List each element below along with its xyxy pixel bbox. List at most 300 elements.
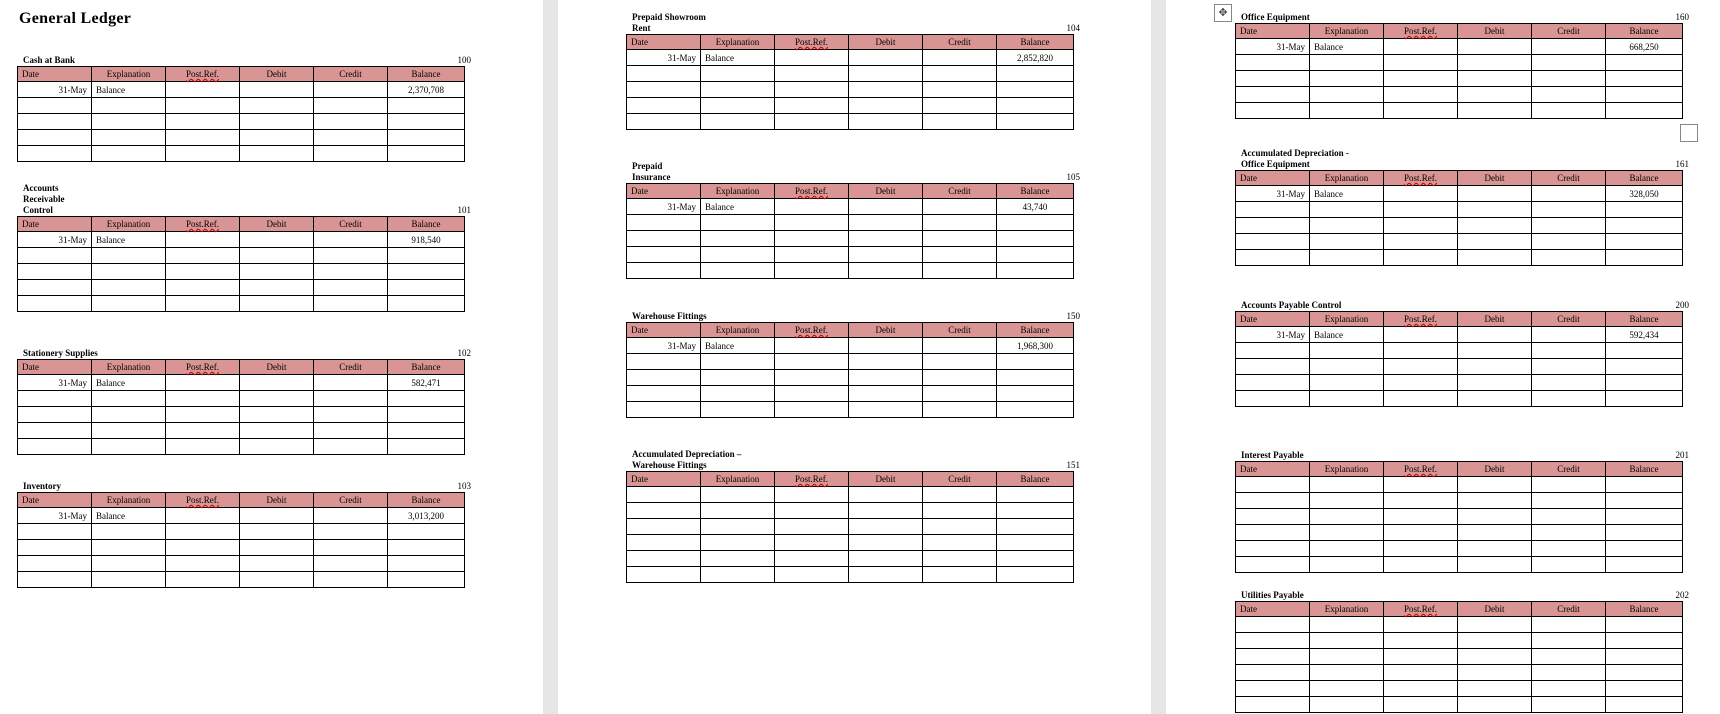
cell-credit[interactable] [1532, 525, 1606, 541]
cell-expl[interactable] [1310, 250, 1384, 266]
cell-date[interactable] [1236, 633, 1310, 649]
cell-bal[interactable] [388, 391, 465, 407]
cell-date[interactable]: 31-May [627, 199, 701, 215]
cell-ref[interactable] [1384, 477, 1458, 493]
cell-credit[interactable] [314, 540, 388, 556]
cell-bal[interactable] [1606, 557, 1683, 573]
cell-bal[interactable] [997, 98, 1074, 114]
cell-ref[interactable] [1384, 327, 1458, 343]
cell-bal[interactable] [388, 98, 465, 114]
cell-date[interactable] [18, 540, 92, 556]
cell-debit[interactable] [849, 354, 923, 370]
cell-expl[interactable] [92, 114, 166, 130]
cell-expl[interactable]: Balance [1310, 186, 1384, 202]
cell-debit[interactable] [240, 264, 314, 280]
cell-credit[interactable] [923, 338, 997, 354]
cell-ref[interactable] [1384, 218, 1458, 234]
cell-debit[interactable] [849, 386, 923, 402]
cell-debit[interactable] [1458, 541, 1532, 557]
cell-debit[interactable] [240, 540, 314, 556]
cell-debit[interactable] [849, 370, 923, 386]
cell-date[interactable] [627, 535, 701, 551]
cell-bal[interactable] [1606, 343, 1683, 359]
cell-credit[interactable] [314, 375, 388, 391]
cell-date[interactable] [1236, 87, 1310, 103]
cell-bal[interactable] [388, 264, 465, 280]
cell-expl[interactable] [1310, 557, 1384, 573]
cell-bal[interactable] [1606, 87, 1683, 103]
cell-date[interactable]: 31-May [1236, 39, 1310, 55]
cell-bal[interactable] [1606, 617, 1683, 633]
cell-bal[interactable] [997, 487, 1074, 503]
cell-ref[interactable] [166, 296, 240, 312]
cell-expl[interactable] [92, 572, 166, 588]
cell-debit[interactable] [1458, 39, 1532, 55]
cell-ref[interactable] [1384, 493, 1458, 509]
cell-credit[interactable] [923, 386, 997, 402]
cell-credit[interactable] [314, 407, 388, 423]
cell-expl[interactable] [1310, 202, 1384, 218]
cell-date[interactable] [18, 423, 92, 439]
cell-debit[interactable] [240, 423, 314, 439]
cell-credit[interactable] [923, 402, 997, 418]
cell-expl[interactable] [1310, 477, 1384, 493]
cell-debit[interactable] [240, 407, 314, 423]
cell-debit[interactable] [849, 519, 923, 535]
cell-bal[interactable] [1606, 218, 1683, 234]
cell-credit[interactable] [923, 82, 997, 98]
cell-date[interactable] [627, 263, 701, 279]
cell-expl[interactable] [1310, 218, 1384, 234]
cell-credit[interactable] [923, 199, 997, 215]
cell-expl[interactable] [1310, 391, 1384, 407]
cell-ref[interactable] [775, 215, 849, 231]
cell-expl[interactable] [1310, 103, 1384, 119]
cell-bal[interactable] [1606, 55, 1683, 71]
cell-expl[interactable]: Balance [92, 82, 166, 98]
cell-bal[interactable] [997, 567, 1074, 583]
cell-date[interactable] [18, 264, 92, 280]
cell-bal[interactable] [1606, 509, 1683, 525]
cell-expl[interactable] [701, 231, 775, 247]
cell-ref[interactable] [166, 540, 240, 556]
cell-ref[interactable] [1384, 541, 1458, 557]
cell-debit[interactable] [1458, 186, 1532, 202]
cell-bal[interactable] [997, 519, 1074, 535]
cell-date[interactable] [627, 215, 701, 231]
cell-debit[interactable] [849, 98, 923, 114]
cell-ref[interactable] [1384, 103, 1458, 119]
cell-date[interactable]: 31-May [18, 232, 92, 248]
cell-debit[interactable] [1458, 103, 1532, 119]
cell-expl[interactable] [701, 386, 775, 402]
cell-expl[interactable] [701, 503, 775, 519]
cell-expl[interactable] [92, 407, 166, 423]
cell-bal[interactable] [1606, 633, 1683, 649]
cell-expl[interactable]: Balance [1310, 327, 1384, 343]
cell-credit[interactable] [923, 487, 997, 503]
cell-expl[interactable] [1310, 509, 1384, 525]
cell-credit[interactable] [314, 264, 388, 280]
cell-credit[interactable] [1532, 617, 1606, 633]
cell-bal[interactable] [1606, 649, 1683, 665]
cell-ref[interactable] [166, 524, 240, 540]
cell-debit[interactable] [1458, 359, 1532, 375]
cell-bal[interactable] [388, 439, 465, 455]
cell-expl[interactable] [92, 423, 166, 439]
cell-bal[interactable] [1606, 665, 1683, 681]
cell-date[interactable] [627, 98, 701, 114]
cell-credit[interactable] [1532, 327, 1606, 343]
cell-credit[interactable] [923, 519, 997, 535]
cell-bal[interactable] [388, 524, 465, 540]
cell-date[interactable] [1236, 541, 1310, 557]
cell-debit[interactable] [849, 503, 923, 519]
cell-debit[interactable] [849, 114, 923, 130]
cell-ref[interactable] [1384, 649, 1458, 665]
cell-expl[interactable] [92, 280, 166, 296]
cell-credit[interactable] [1532, 71, 1606, 87]
cell-debit[interactable] [240, 296, 314, 312]
cell-debit[interactable] [1458, 477, 1532, 493]
cell-date[interactable] [627, 66, 701, 82]
cell-ref[interactable] [1384, 617, 1458, 633]
cell-date[interactable] [627, 231, 701, 247]
cell-credit[interactable] [923, 567, 997, 583]
cell-credit[interactable] [923, 503, 997, 519]
cell-date[interactable]: 31-May [627, 338, 701, 354]
cell-ref[interactable] [1384, 55, 1458, 71]
cell-bal[interactable] [1606, 697, 1683, 713]
cell-credit[interactable] [923, 66, 997, 82]
cell-credit[interactable] [1532, 250, 1606, 266]
cell-expl[interactable] [92, 439, 166, 455]
cell-ref[interactable] [166, 264, 240, 280]
cell-debit[interactable] [849, 247, 923, 263]
cell-bal[interactable] [997, 263, 1074, 279]
cell-date[interactable] [1236, 250, 1310, 266]
cell-bal[interactable] [1606, 234, 1683, 250]
cell-expl[interactable] [701, 370, 775, 386]
cell-ref[interactable] [166, 98, 240, 114]
cell-debit[interactable] [1458, 649, 1532, 665]
cell-date[interactable] [1236, 103, 1310, 119]
cell-date[interactable] [18, 296, 92, 312]
cell-bal[interactable]: 1,968,300 [997, 338, 1074, 354]
cell-date[interactable] [1236, 234, 1310, 250]
cell-ref[interactable] [166, 146, 240, 162]
cell-expl[interactable] [1310, 681, 1384, 697]
cell-ref[interactable] [775, 247, 849, 263]
cell-expl[interactable] [92, 146, 166, 162]
cell-credit[interactable] [1532, 87, 1606, 103]
cell-credit[interactable] [1532, 202, 1606, 218]
cell-date[interactable] [627, 247, 701, 263]
cell-date[interactable] [18, 524, 92, 540]
cell-bal[interactable]: 582,471 [388, 375, 465, 391]
cell-date[interactable] [627, 567, 701, 583]
cell-debit[interactable] [1458, 87, 1532, 103]
cell-bal[interactable] [997, 66, 1074, 82]
cell-date[interactable] [18, 114, 92, 130]
cell-ref[interactable] [166, 248, 240, 264]
cell-credit[interactable] [314, 391, 388, 407]
cell-ref[interactable] [1384, 509, 1458, 525]
cell-expl[interactable] [92, 540, 166, 556]
cell-bal[interactable] [388, 556, 465, 572]
cell-expl[interactable] [1310, 697, 1384, 713]
cell-expl[interactable] [701, 519, 775, 535]
cell-bal[interactable] [1606, 359, 1683, 375]
cell-expl[interactable] [701, 402, 775, 418]
cell-bal[interactable] [997, 503, 1074, 519]
cell-ref[interactable] [775, 66, 849, 82]
cell-credit[interactable] [314, 248, 388, 264]
cell-ref[interactable] [1384, 202, 1458, 218]
cell-credit[interactable] [923, 354, 997, 370]
cell-debit[interactable] [849, 402, 923, 418]
cell-date[interactable] [18, 280, 92, 296]
cell-bal[interactable] [388, 280, 465, 296]
cell-expl[interactable]: Balance [92, 375, 166, 391]
cell-debit[interactable] [1458, 202, 1532, 218]
cell-credit[interactable] [923, 215, 997, 231]
cell-credit[interactable] [1532, 103, 1606, 119]
cell-ref[interactable] [1384, 391, 1458, 407]
cell-bal[interactable] [1606, 541, 1683, 557]
cell-bal[interactable] [1606, 525, 1683, 541]
cell-ref[interactable] [166, 82, 240, 98]
cell-date[interactable] [1236, 71, 1310, 87]
cell-debit[interactable] [1458, 493, 1532, 509]
cell-bal[interactable] [997, 215, 1074, 231]
cell-expl[interactable] [1310, 633, 1384, 649]
cell-date[interactable]: 31-May [18, 375, 92, 391]
cell-debit[interactable] [849, 66, 923, 82]
cell-date[interactable] [18, 146, 92, 162]
cell-credit[interactable] [314, 423, 388, 439]
cell-ref[interactable] [775, 114, 849, 130]
cell-credit[interactable] [314, 82, 388, 98]
cell-debit[interactable] [1458, 375, 1532, 391]
cell-credit[interactable] [1532, 375, 1606, 391]
cell-expl[interactable] [92, 556, 166, 572]
cell-debit[interactable] [240, 114, 314, 130]
cell-debit[interactable] [1458, 71, 1532, 87]
cell-ref[interactable] [1384, 234, 1458, 250]
cell-debit[interactable] [1458, 697, 1532, 713]
cell-debit[interactable] [1458, 525, 1532, 541]
cell-bal[interactable] [1606, 391, 1683, 407]
cell-credit[interactable] [923, 114, 997, 130]
cell-credit[interactable] [1532, 391, 1606, 407]
cell-ref[interactable] [1384, 359, 1458, 375]
cell-bal[interactable]: 668,250 [1606, 39, 1683, 55]
cell-expl[interactable] [1310, 234, 1384, 250]
cell-debit[interactable] [1458, 665, 1532, 681]
cell-ref[interactable] [775, 535, 849, 551]
cell-expl[interactable] [1310, 55, 1384, 71]
cell-date[interactable] [18, 130, 92, 146]
cell-bal[interactable] [997, 386, 1074, 402]
cell-credit[interactable] [1532, 359, 1606, 375]
cell-date[interactable] [1236, 649, 1310, 665]
cell-expl[interactable]: Balance [92, 508, 166, 524]
cell-bal[interactable] [388, 540, 465, 556]
cell-debit[interactable] [849, 551, 923, 567]
cell-debit[interactable] [1458, 633, 1532, 649]
cell-expl[interactable] [701, 247, 775, 263]
cell-date[interactable] [627, 386, 701, 402]
cell-ref[interactable] [166, 423, 240, 439]
cell-expl[interactable] [701, 82, 775, 98]
cell-ref[interactable] [1384, 87, 1458, 103]
cell-credit[interactable] [1532, 218, 1606, 234]
cell-debit[interactable] [849, 199, 923, 215]
cell-ref[interactable] [166, 572, 240, 588]
cell-expl[interactable] [1310, 375, 1384, 391]
cell-date[interactable]: 31-May [1236, 186, 1310, 202]
cell-ref[interactable] [166, 407, 240, 423]
cell-date[interactable] [627, 402, 701, 418]
cell-bal[interactable]: 918,540 [388, 232, 465, 248]
cell-bal[interactable]: 3,013,200 [388, 508, 465, 524]
cell-bal[interactable] [997, 82, 1074, 98]
cell-expl[interactable]: Balance [701, 199, 775, 215]
cell-ref[interactable] [775, 487, 849, 503]
table-resize-handle[interactable] [1680, 124, 1698, 142]
cell-bal[interactable] [997, 247, 1074, 263]
cell-ref[interactable] [166, 556, 240, 572]
cell-ref[interactable] [166, 232, 240, 248]
cell-bal[interactable] [1606, 250, 1683, 266]
cell-date[interactable] [1236, 359, 1310, 375]
cell-expl[interactable] [1310, 525, 1384, 541]
cell-bal[interactable] [997, 402, 1074, 418]
cell-bal[interactable] [997, 535, 1074, 551]
cell-date[interactable]: 31-May [1236, 327, 1310, 343]
cell-debit[interactable] [1458, 218, 1532, 234]
cell-ref[interactable] [1384, 39, 1458, 55]
cell-debit[interactable] [849, 231, 923, 247]
cell-date[interactable] [1236, 557, 1310, 573]
cell-ref[interactable] [166, 439, 240, 455]
move-icon[interactable]: ✥ [1214, 4, 1232, 22]
cell-debit[interactable] [849, 82, 923, 98]
cell-date[interactable] [18, 556, 92, 572]
cell-expl[interactable] [701, 487, 775, 503]
cell-date[interactable]: 31-May [627, 50, 701, 66]
cell-ref[interactable] [775, 386, 849, 402]
cell-debit[interactable] [240, 280, 314, 296]
cell-date[interactable] [627, 354, 701, 370]
cell-ref[interactable] [775, 370, 849, 386]
cell-debit[interactable] [1458, 250, 1532, 266]
cell-debit[interactable] [1458, 557, 1532, 573]
cell-date[interactable] [18, 98, 92, 114]
cell-bal[interactable] [388, 114, 465, 130]
cell-bal[interactable] [1606, 477, 1683, 493]
cell-ref[interactable] [166, 508, 240, 524]
cell-ref[interactable] [775, 231, 849, 247]
cell-ref[interactable] [775, 82, 849, 98]
cell-date[interactable] [18, 407, 92, 423]
cell-debit[interactable] [240, 146, 314, 162]
cell-expl[interactable] [92, 524, 166, 540]
cell-credit[interactable] [314, 130, 388, 146]
cell-credit[interactable] [314, 280, 388, 296]
cell-bal[interactable] [997, 114, 1074, 130]
cell-date[interactable] [1236, 697, 1310, 713]
cell-ref[interactable] [1384, 557, 1458, 573]
cell-expl[interactable] [701, 354, 775, 370]
cell-expl[interactable] [701, 567, 775, 583]
cell-expl[interactable] [701, 114, 775, 130]
cell-debit[interactable] [849, 567, 923, 583]
cell-debit[interactable] [1458, 327, 1532, 343]
cell-debit[interactable] [240, 82, 314, 98]
cell-debit[interactable] [240, 524, 314, 540]
cell-credit[interactable] [923, 551, 997, 567]
cell-debit[interactable] [240, 375, 314, 391]
cell-bal[interactable]: 2,852,820 [997, 50, 1074, 66]
cell-ref[interactable] [1384, 697, 1458, 713]
cell-bal[interactable] [388, 407, 465, 423]
cell-debit[interactable] [1458, 391, 1532, 407]
cell-expl[interactable]: Balance [92, 232, 166, 248]
cell-credit[interactable] [314, 572, 388, 588]
cell-ref[interactable] [1384, 71, 1458, 87]
cell-debit[interactable] [849, 487, 923, 503]
cell-expl[interactable] [701, 551, 775, 567]
cell-ref[interactable] [775, 354, 849, 370]
cell-credit[interactable] [923, 50, 997, 66]
cell-credit[interactable] [923, 98, 997, 114]
cell-credit[interactable] [1532, 541, 1606, 557]
cell-date[interactable] [18, 248, 92, 264]
cell-debit[interactable] [849, 215, 923, 231]
cell-bal[interactable] [1606, 681, 1683, 697]
cell-date[interactable] [1236, 681, 1310, 697]
cell-bal[interactable]: 328,050 [1606, 186, 1683, 202]
cell-date[interactable]: 31-May [18, 508, 92, 524]
cell-bal[interactable] [997, 551, 1074, 567]
cell-expl[interactable] [701, 98, 775, 114]
cell-expl[interactable] [1310, 359, 1384, 375]
cell-bal[interactable] [1606, 103, 1683, 119]
cell-credit[interactable] [314, 296, 388, 312]
cell-debit[interactable] [1458, 55, 1532, 71]
cell-credit[interactable] [314, 439, 388, 455]
cell-bal[interactable]: 592,434 [1606, 327, 1683, 343]
cell-ref[interactable] [166, 375, 240, 391]
cell-date[interactable] [1236, 202, 1310, 218]
cell-credit[interactable] [923, 231, 997, 247]
cell-credit[interactable] [1532, 665, 1606, 681]
cell-date[interactable] [627, 503, 701, 519]
cell-debit[interactable] [240, 439, 314, 455]
cell-credit[interactable] [1532, 343, 1606, 359]
cell-credit[interactable] [923, 247, 997, 263]
cell-ref[interactable] [775, 551, 849, 567]
cell-date[interactable] [1236, 375, 1310, 391]
cell-ref[interactable] [166, 130, 240, 146]
cell-date[interactable] [1236, 218, 1310, 234]
cell-expl[interactable]: Balance [1310, 39, 1384, 55]
cell-debit[interactable] [240, 508, 314, 524]
cell-debit[interactable] [240, 248, 314, 264]
cell-date[interactable] [627, 551, 701, 567]
